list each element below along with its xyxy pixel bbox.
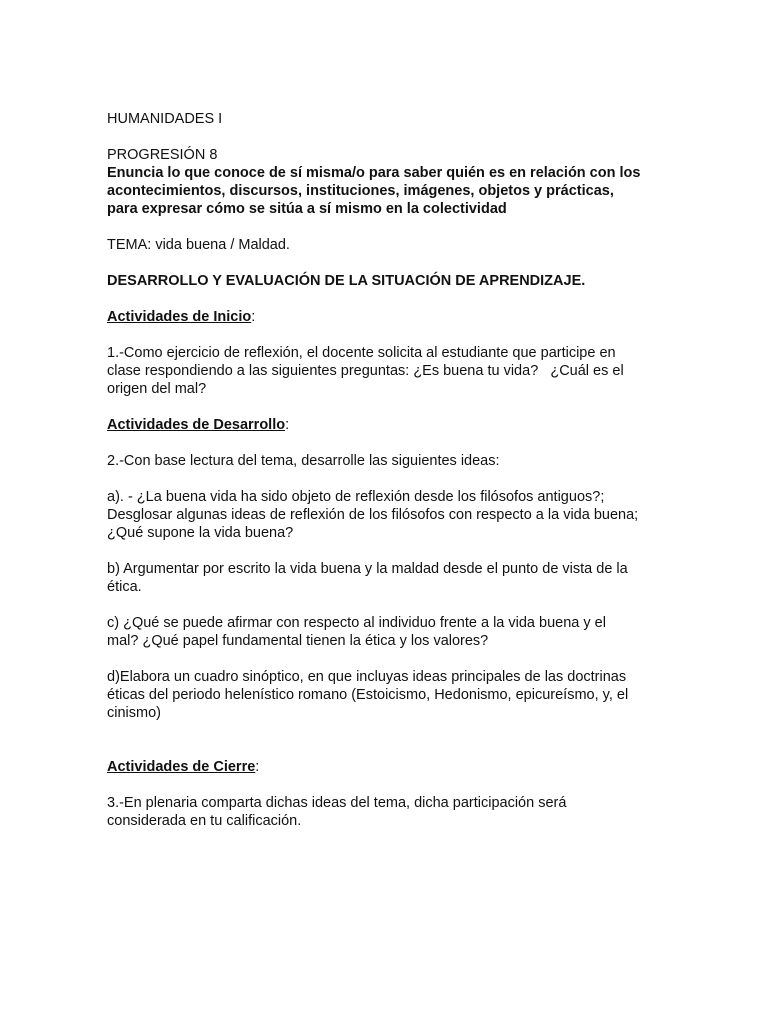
paragraph-line: considerada en tu calificación. xyxy=(107,813,302,829)
paragraph-line: cinismo) xyxy=(107,705,161,721)
paragraph-line: b) Argumentar por escrito la vida buena y la maldad desde el punto de vista de la xyxy=(107,561,628,577)
desarrollo-item-c xyxy=(107,614,682,650)
desarrollo-heading-line xyxy=(107,416,682,434)
inicio-item-1 xyxy=(107,344,682,398)
paragraph-line: 1.-Como ejercicio de reflexión, el docente solicita al estudiante que participe en xyxy=(107,345,616,361)
paragraph-line: éticas del periodo helenístico romano (Estoicismo, Hedonismo, epicureísmo, y, el xyxy=(107,687,629,703)
desarrollo-colon: : xyxy=(285,417,290,433)
paragraph-line: d)Elabora un cuadro sinóptico, en que incluyas ideas principales de las doctrinas xyxy=(107,669,627,685)
inicio-heading-line xyxy=(107,308,682,326)
paragraph-line: mal? ¿Qué papel fundamental tienen la ética y los valores? xyxy=(107,633,489,649)
section-heading: DESARROLLO Y EVALUACIÓN DE LA SITUACIÓN DE APRENDIZAJE. xyxy=(107,273,586,289)
paragraph-line: c) ¿Qué se puede afirmar con respecto al individuo frente a la vida buena y el xyxy=(107,615,606,631)
paragraph-line: 3.-En plenaria comparta dichas ideas del tema, dicha participación será xyxy=(107,795,567,811)
paragraph-line: Desglosar algunas ideas de reflexión de los filósofos con respecto a la vida buena; xyxy=(107,507,639,523)
desarrollo-item-b xyxy=(107,560,682,596)
course-title: HUMANIDADES I xyxy=(107,111,223,127)
progression-number: PROGRESIÓN 8 xyxy=(107,147,218,163)
paragraph-line: clase respondiendo a las siguientes preguntas: ¿Es buena tu vida? ¿Cuál es el xyxy=(107,363,624,379)
progression-line: para expresar cómo se sitúa a sí mismo en la colectividad xyxy=(107,201,507,217)
desarrollo-intro: 2.-Con base lectura del tema, desarrolle las siguientes ideas: xyxy=(107,453,500,469)
progression-line: Enuncia lo que conoce de sí misma/o para saber quién es en relación con los xyxy=(107,165,641,181)
paragraph-line: ética. xyxy=(107,579,142,595)
paragraph-line: ¿Qué supone la vida buena? xyxy=(107,525,294,541)
document-page xyxy=(107,110,682,830)
paragraph-line: origen del mal? xyxy=(107,381,207,397)
cierre-heading-line xyxy=(107,758,682,776)
progression-line: acontecimientos, discursos, instituciones, imágenes, objetos y prácticas, xyxy=(107,183,614,199)
cierre-heading: Actividades de Cierre xyxy=(107,759,256,775)
inicio-colon: : xyxy=(251,309,256,325)
cierre-colon: : xyxy=(255,759,260,775)
progression-statement xyxy=(107,164,682,218)
cierre-item-3 xyxy=(107,794,682,830)
paragraph-line: a). - ¿La buena vida ha sido objeto de reflexión desde los filósofos antiguos?; xyxy=(107,489,605,505)
desarrollo-heading: Actividades de Desarrollo xyxy=(107,417,286,433)
inicio-heading: Actividades de Inicio xyxy=(107,309,252,325)
tema-line: TEMA: vida buena / Maldad. xyxy=(107,237,290,253)
desarrollo-item-d xyxy=(107,668,682,722)
desarrollo-item-a xyxy=(107,488,682,542)
